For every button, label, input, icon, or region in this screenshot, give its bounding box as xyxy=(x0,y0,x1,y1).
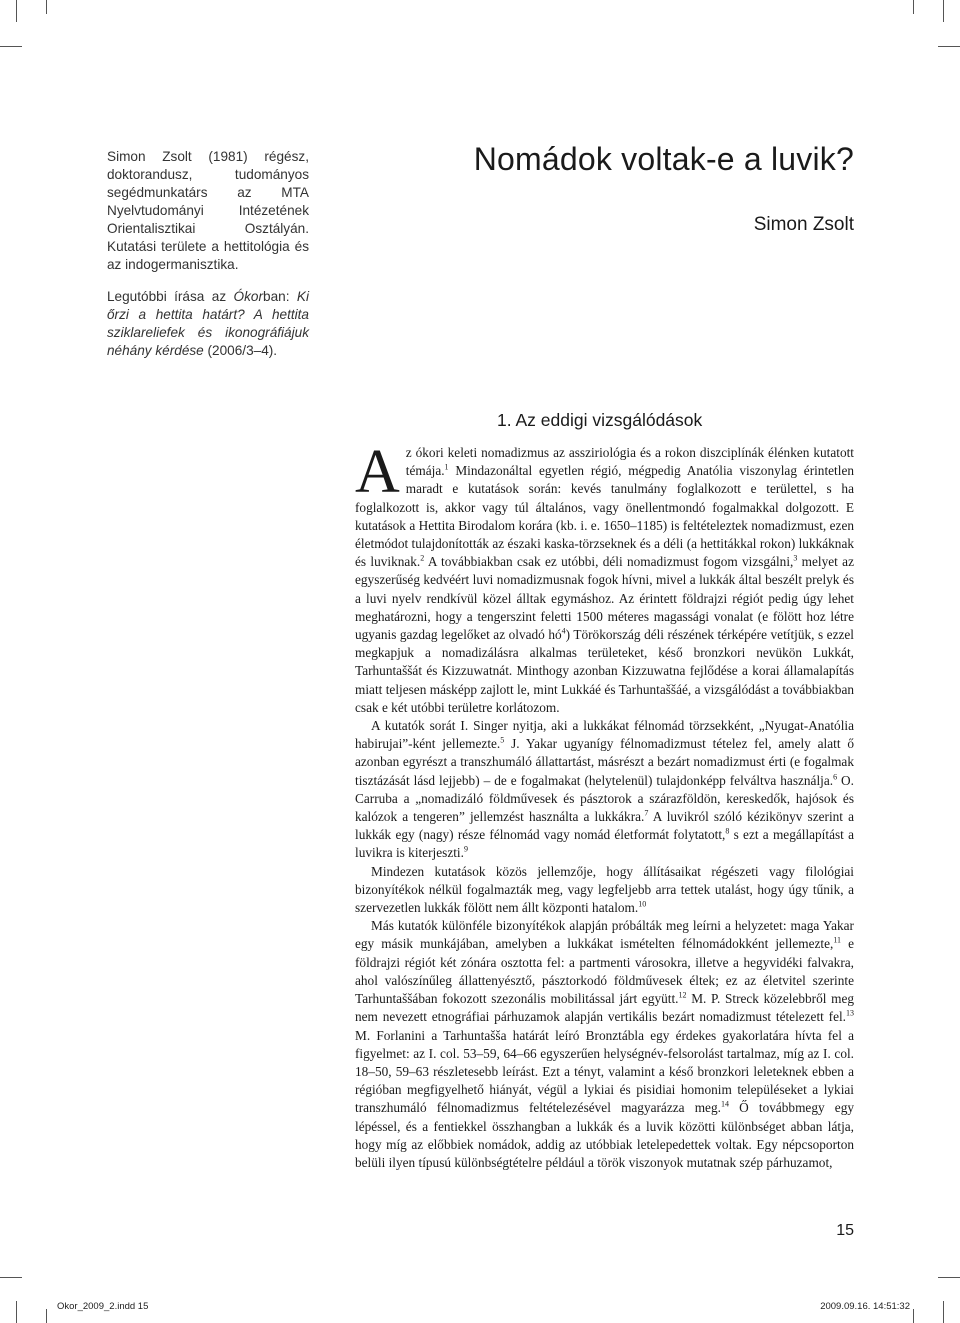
text-run: s ezt a megállapítást a luvikra is kiterjeszti. xyxy=(355,827,854,861)
paragraph xyxy=(355,863,854,918)
footnote-ref: 9 xyxy=(463,845,468,855)
author-bio: Simon Zsolt (1981) régész, doktorandusz, tudományos segédmunkatárs az MTA Nyelvtudományi Intézetének Orientalisztikai Osztályán. Kutatási területe a hettitológia és az indogermanisztika. xyxy=(107,149,309,272)
journal-name: Ókor xyxy=(233,289,264,304)
footnote-ref: 7 xyxy=(644,808,649,818)
text-run: ) Törökország déli részének térképére vetítjük, s ezzel megkapjuk a nomadizálásra alkalmas területeket, késő bronzkori nevükön Lukkát, Tarhuntaššát és Kizzuwatnát. Minthogy azonban Kizzuwatna fejlődése a korai államalapítás miatt teljesen másképp zajlott le, mint Lukkáé és Tarhuntaššáé, a vizsgálódást a továbbiakban csak e két utóbbi területre korlátozom. xyxy=(355,627,854,715)
crop-mark xyxy=(16,0,17,22)
text-run: Ő továbbmegy egy lépéssel, és a fentiekkel összhangban a lukkák és a luvik közötti különbséget abban látja, hogy míg az előbbiek nomádok, addig az utóbbiak letelepedettek voltak. Egy népcsoporton belüli ilyen típusú különbségtételre például a török viszonyok mutatnak szép párhuzamot, xyxy=(355,1100,854,1170)
footnote-ref: 10 xyxy=(638,899,647,909)
page-number: 15 xyxy=(836,1222,854,1239)
crop-mark xyxy=(16,1301,17,1323)
crop-mark xyxy=(938,46,960,47)
last-pub-issue: (2006/3–4). xyxy=(203,343,278,358)
footnote-ref: 2 xyxy=(420,553,425,563)
text-run: A továbbiakban csak ez utóbbi, déli nomadizmust fogom vizsgálni, xyxy=(424,554,794,570)
text-run: Mindazonáltal egyetlen régió, mégpedig Anatólia viszonylag érintetlen maradt e kutatások során: kevés tanulmány foglalkozott e területtel, s ha foglalkozott is, akkor vagy túl általános, vagy önellentmondó fogalmakkal dolgozott. E kutatások a Hettita Birodalom korára (kb. i. e. 1650–1185) is feltételeztek nomadizmust, ezen életmódot tulajdonították az északi kaska-törzseknek és a déli (a hettitákkal rokon) lukkáknak és luviknak. xyxy=(355,463,854,570)
text-run: M. Forlanini a Tarhuntašša határát leíró Bronztábla egy érdekes gyakorlatára hívta fel a figyelmet: az I. col. 53–59, 64–66 egyszerűen helységnév-felsorolást tartalmaz, míg az I. col. 18–50, 59–63 részletesebb leírást. Ezt a tényt, valamint a késő bronzkori leleteknek ebben a régióban megfigyelhető hiányát, végül a lykiai és pisidiai homonim településeket a lykiai transzhumáló félnomadizmus feltételezésével magyarázza meg. xyxy=(355,1027,854,1116)
footnote-ref: 12 xyxy=(678,990,687,1000)
text-run: Más kutatók különféle bizonyítékok alapján próbálták meg leírni a helyzetet: maga Yakar egy másik munkájában, amelyben a lukkákat ismételten félnomádokként jellemezte, xyxy=(355,918,854,952)
crop-mark xyxy=(0,1277,22,1278)
last-pub-title: Ki őrzi a hettita határt? A hettita sziklareliefek és ikonográfiájuk néhány kérdése xyxy=(107,289,309,358)
footnote-ref: 1 xyxy=(444,462,449,472)
crop-mark xyxy=(938,1277,960,1278)
footnote-ref: 8 xyxy=(725,826,730,836)
article-title: Nomádok voltak-e a luvik? xyxy=(473,141,854,177)
section-heading: 1. Az eddigi vizsgálódások xyxy=(497,410,703,430)
text-run: O. Carruba a „nomadizáló földművesek és pásztorok a szárazföldön, kereskedők, hajósok és kalózok a tengeren” jellemzést használta a lukkákra. xyxy=(355,772,854,825)
crop-mark xyxy=(46,0,47,14)
footnote-ref: 3 xyxy=(793,553,798,563)
crop-mark xyxy=(913,1309,914,1323)
footnote-ref: 13 xyxy=(846,1008,854,1018)
text-run: melyet az egyszerűség kedvéért luvi nomadizmusnak fogok hívni, mivel a lukkák által beszélt prelyk és a luvi nyelv rendkívül közel álltak egymáshoz. Az érintett földrajzi régiót pedig úgy lehet meghatározni, hogy a tengerszint feletti 1500 méteres magassági vonalat (e fölött hoz létre ugyanis gazdag legelőket az olvadó hó xyxy=(355,554,854,643)
crop-mark xyxy=(0,46,22,47)
text-run: A kutatók sorát I. Singer nyitja, aki a lukkákat félnomád törzsekként, „Nyugat-Anatólia habirujai”-ként jellemezte. xyxy=(355,718,854,752)
footnote-ref: 4 xyxy=(561,626,566,636)
crop-mark xyxy=(943,1301,944,1323)
footer-file: Okor_2009_2.indd 15 xyxy=(57,1301,149,1312)
text-run: M. P. Streck közelebbről meg nem nevezett etnográfiai párhuzamok alapján vertikális bezárt nomadizmust tételezett fel. xyxy=(355,991,854,1025)
text-run: J. Yakar ugyanígy félnomadizmust tételez fel, amely alatt ő azonban egyrészt a transzhumáló állattartást, másrészt a bezárt nomadizmust érti (e fogalmak tisztázását lásd lejjebb) – de e fogalmakat (helytelenül) tulajdonképp felváltva használja. xyxy=(355,736,855,788)
last-pub-prefix: Legutóbbi írása az xyxy=(107,289,234,304)
paragraph xyxy=(355,717,854,863)
author-sidebar xyxy=(107,148,309,374)
text-run: z ókori keleti nomadizmus az assziriológia és a rokon diszciplínák élénken kutatott témája. xyxy=(405,445,854,479)
crop-mark xyxy=(913,0,914,14)
drop-cap: A xyxy=(355,438,400,506)
crop-mark xyxy=(943,0,944,22)
text-run: e földrajzi régiót két zónára osztotta fel: a partmenti városokra, illetve a hegyvidéki falvakra, ahol valószínűleg állattenyésztő, pásztorkodó földművesek éltek; ez az életvitel szerinte Tarhuntaššában fokozott szezonális mobilitással járt együtt. xyxy=(355,936,854,1007)
article-author: Simon Zsolt xyxy=(753,214,854,235)
text-run: A luvikról szóló kézikönyv szerint a lukkák egy (nagy) része félnomád vagy nomád életformát folytatott, xyxy=(355,809,854,843)
crop-mark xyxy=(46,1309,47,1323)
footnote-ref: 14 xyxy=(720,1099,729,1109)
footer-timestamp: 2009.09.16. 14:51:32 xyxy=(820,1301,910,1312)
paragraph xyxy=(355,917,854,1172)
article-body xyxy=(355,438,855,1172)
footnote-ref: 6 xyxy=(833,772,838,782)
footnote-ref: 11 xyxy=(833,936,842,946)
text-run: Mindezen kutatások közös jellemzője, hogy állításaikat régészeti vagy filológiai bizonyítékok nélkül fogalmazták meg, vagy legfeljebb arra tettek utalást, hogy úgy tűnik, a szervezetlen lukkák fölött nem állt központi hatalom. xyxy=(355,863,854,916)
footnote-ref: 5 xyxy=(500,735,505,745)
last-publication xyxy=(107,288,309,360)
paragraph xyxy=(355,438,854,717)
journal-suffix: ban: xyxy=(263,289,290,304)
